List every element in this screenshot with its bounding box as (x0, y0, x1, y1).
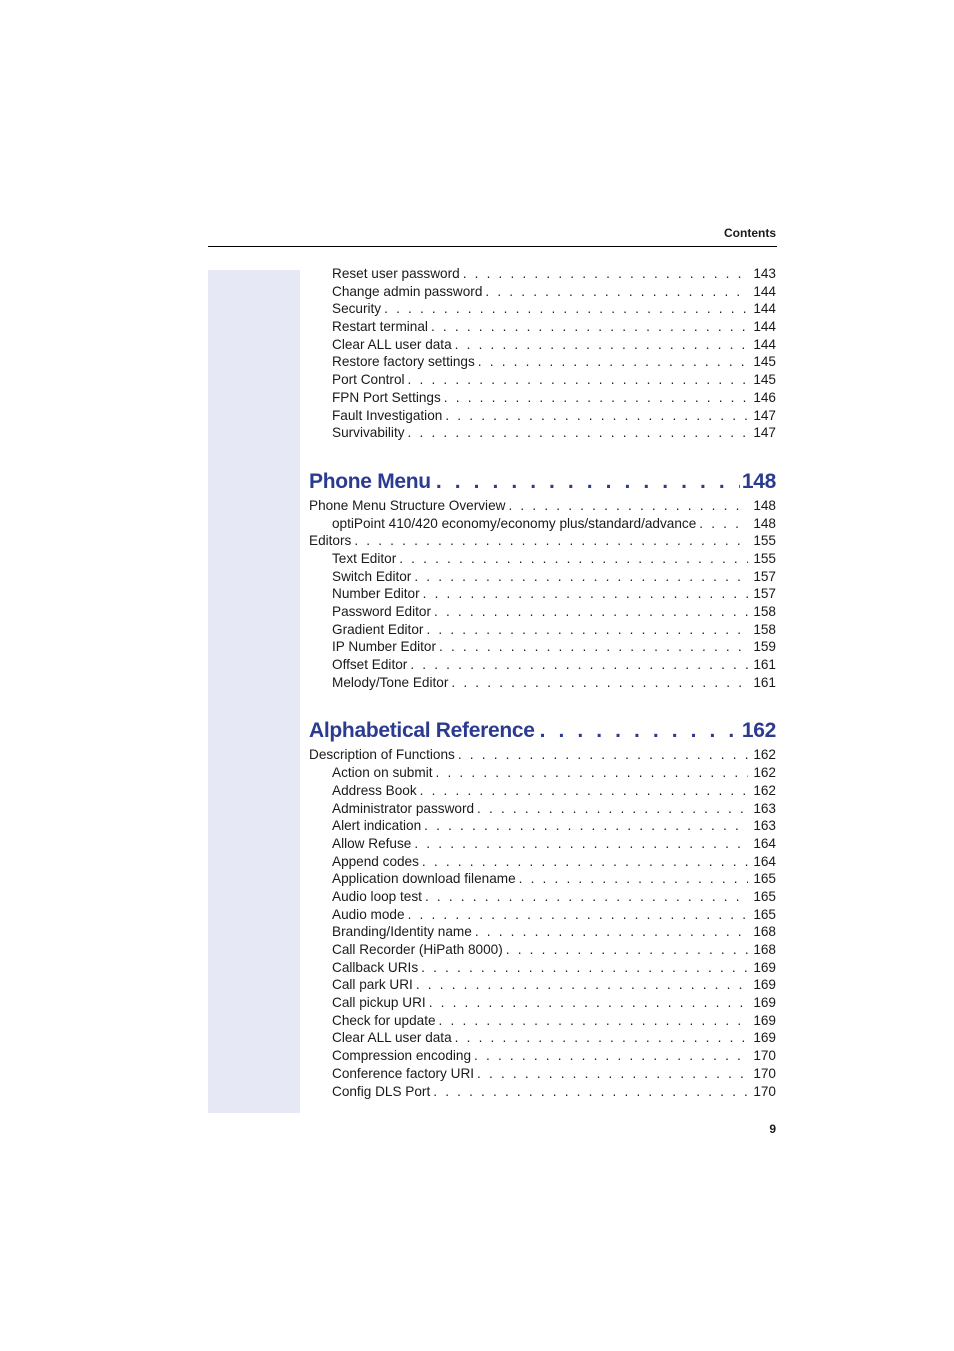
toc-entry-title: Fault Investigation (332, 407, 443, 423)
dot-leader (699, 515, 748, 533)
toc-entry[interactable] (309, 638, 776, 656)
toc-entry-page: 146 (753, 389, 776, 405)
dot-leader (474, 1047, 748, 1065)
section-title: Alphabetical Reference (309, 719, 535, 743)
toc-entry-title: Melody/Tone Editor (332, 674, 449, 690)
toc-entry[interactable] (309, 853, 776, 871)
toc-entry-title: Action on submit (332, 765, 433, 781)
toc-entry-page: 148 (753, 515, 776, 531)
dot-leader (425, 888, 748, 906)
toc-entry-page: 169 (753, 977, 776, 993)
running-header: Contents (724, 226, 776, 240)
toc-entry[interactable] (309, 497, 776, 515)
dot-leader (485, 283, 748, 301)
dot-leader (414, 835, 748, 853)
toc-entry[interactable] (309, 283, 776, 301)
toc-entry[interactable] (309, 959, 776, 977)
toc-entry[interactable] (309, 515, 776, 533)
table-of-contents (309, 265, 776, 1100)
toc-entry-title: Change admin password (332, 283, 483, 299)
section-page: 148 (741, 469, 776, 493)
toc-entry-title: Application download filename (332, 871, 516, 887)
toc-entry-title: Gradient Editor (332, 621, 424, 637)
toc-entry-page: 145 (753, 372, 776, 388)
dot-leader (463, 265, 748, 283)
dot-leader (431, 318, 748, 336)
toc-entry-page: 144 (753, 319, 776, 335)
dot-leader (408, 906, 748, 924)
section-page: 162 (741, 719, 776, 743)
toc-entry[interactable] (309, 336, 776, 354)
toc-entry[interactable] (309, 1083, 776, 1101)
toc-entry-title: Address Book (332, 782, 417, 798)
dot-leader (477, 800, 748, 818)
toc-entry[interactable] (309, 265, 776, 283)
dot-leader (540, 718, 740, 744)
toc-entry-title: Number Editor (332, 586, 420, 602)
toc-entry-title: Clear ALL user data (332, 336, 452, 352)
dot-leader (429, 994, 748, 1012)
toc-entry-title: Call Recorder (HiPath 8000) (332, 942, 503, 957)
toc-entry[interactable] (309, 585, 776, 603)
dot-leader (424, 817, 748, 835)
toc-entry-page: 168 (753, 924, 776, 940)
toc-entry[interactable] (309, 1065, 776, 1083)
toc-entry[interactable] (309, 835, 776, 853)
toc-entry-page: 170 (753, 1048, 776, 1064)
dot-leader (408, 371, 748, 389)
toc-entry-page: 159 (753, 639, 776, 655)
toc-entry-title: Check for update (332, 1012, 436, 1028)
toc-entry-title: Audio loop test (332, 888, 422, 904)
toc-entry[interactable] (309, 550, 776, 568)
toc-entry[interactable] (309, 621, 776, 639)
toc-entry-page: 147 (753, 425, 776, 441)
toc-entry-title: Reset user password (332, 266, 460, 281)
toc-entry-page: 145 (753, 354, 776, 370)
toc-entry-title: Security (332, 301, 382, 317)
toc-entry-title: Call pickup URI (332, 995, 426, 1011)
dot-leader (422, 853, 748, 871)
toc-entry-page: 169 (753, 959, 776, 975)
toc-entry-page: 164 (753, 835, 776, 851)
toc-entry-page: 161 (753, 657, 776, 673)
dot-leader (477, 1065, 748, 1083)
toc-entry[interactable] (309, 674, 776, 692)
dot-leader (433, 1083, 748, 1101)
dot-leader (478, 353, 748, 371)
section-heading[interactable] (309, 718, 776, 744)
dot-leader (408, 424, 748, 442)
toc-entry-page: 161 (753, 674, 776, 690)
dot-leader (506, 941, 748, 959)
toc-entry-title: Audio mode (332, 906, 405, 922)
toc-entry-page: 165 (753, 871, 776, 887)
toc-entry-title: FPN Port Settings (332, 389, 441, 405)
toc-entry[interactable] (309, 782, 776, 800)
toc-entry-page: 157 (753, 568, 776, 584)
toc-entry-page: 162 (753, 747, 776, 763)
toc-entry[interactable] (309, 817, 776, 835)
dot-leader (458, 746, 748, 764)
toc-entry[interactable] (309, 994, 776, 1012)
dot-leader (444, 389, 748, 407)
dot-leader (416, 976, 748, 994)
toc-entry-page: 155 (753, 550, 776, 566)
toc-entry[interactable] (309, 1047, 776, 1065)
dot-leader (439, 638, 748, 656)
toc-entry-page: 169 (753, 995, 776, 1011)
toc-entry-page: 158 (753, 604, 776, 619)
toc-entry[interactable] (309, 764, 776, 782)
toc-entry-page: 163 (753, 800, 776, 816)
toc-entry-title: Callback URIs (332, 959, 419, 975)
page-number: 9 (769, 1122, 776, 1136)
toc-entry-page: 144 (753, 301, 776, 317)
toc-entry-title: Restart terminal (332, 319, 428, 335)
toc-entry-title: Text Editor (332, 550, 397, 566)
section-title: Phone Menu (309, 469, 431, 493)
toc-entry-page: 165 (753, 906, 776, 922)
toc-entry[interactable] (309, 870, 776, 888)
toc-entry[interactable] (309, 407, 776, 425)
toc-entry[interactable] (309, 318, 776, 336)
side-band (208, 270, 300, 1113)
toc-entry-page: 147 (753, 407, 776, 423)
toc-entry-title: Survivability (332, 425, 405, 441)
toc-entry[interactable] (309, 389, 776, 407)
toc-entry-title: Clear ALL user data (332, 1030, 452, 1046)
toc-entry[interactable] (309, 1012, 776, 1030)
toc-entry-title: Password Editor (332, 604, 431, 619)
dot-leader (399, 550, 748, 568)
toc-entry-page: 169 (753, 1030, 776, 1046)
dot-leader (354, 532, 748, 550)
toc-entry-page: 164 (753, 853, 776, 869)
toc-entry-page: 144 (753, 283, 776, 299)
section-heading[interactable] (309, 469, 776, 495)
toc-entry[interactable] (309, 800, 776, 818)
dot-leader (445, 407, 748, 425)
toc-entry[interactable] (309, 532, 776, 550)
toc-entry-title: Append codes (332, 853, 419, 869)
toc-entry-title: Restore factory settings (332, 354, 475, 370)
toc-entry-page: 155 (753, 533, 776, 549)
header-rule (208, 246, 777, 247)
toc-entry[interactable] (309, 1029, 776, 1047)
dot-leader (436, 764, 749, 782)
toc-entry-title: Offset Editor (332, 657, 408, 673)
toc-entry[interactable] (309, 746, 776, 764)
toc-entry[interactable] (309, 656, 776, 674)
dot-leader (384, 300, 748, 318)
toc-entry-page: 170 (753, 1065, 776, 1081)
toc-entry-title: optiPoint 410/420 economy/economy plus/standard/advance (332, 515, 697, 531)
toc-entry[interactable] (309, 568, 776, 586)
dot-leader (420, 782, 748, 800)
toc-entry-page: 144 (753, 336, 776, 352)
dot-leader (414, 568, 748, 586)
toc-entry-title: Call park URI (332, 977, 413, 993)
dot-leader (451, 674, 748, 692)
toc-entry-title: Description of Functions (309, 747, 455, 763)
toc-entry-title: Switch Editor (332, 568, 412, 584)
toc-entry[interactable] (309, 941, 776, 959)
toc-entry-title: Editors (309, 533, 352, 549)
toc-entry[interactable] (309, 603, 776, 621)
toc-entry[interactable] (309, 300, 776, 318)
toc-entry-page: 163 (753, 818, 776, 834)
toc-entry-title: Administrator password (332, 800, 475, 816)
toc-entry-page: 170 (753, 1083, 776, 1099)
toc-entry[interactable] (309, 371, 776, 389)
dot-leader (426, 621, 748, 639)
toc-entry-title: Phone Menu Structure Overview (309, 497, 506, 513)
toc-entry[interactable] (309, 923, 776, 941)
dot-leader (455, 1029, 748, 1047)
dot-leader (519, 870, 748, 888)
toc-entry[interactable] (309, 976, 776, 994)
toc-entry-page: 143 (753, 266, 776, 281)
toc-entry-title: Branding/Identity name (332, 924, 472, 940)
toc-entry-title: Config DLS Port (332, 1083, 431, 1099)
toc-entry-page: 162 (753, 782, 776, 798)
dot-leader (434, 603, 748, 621)
toc-entry[interactable] (309, 888, 776, 906)
toc-entry-title: IP Number Editor (332, 639, 437, 655)
toc-entry[interactable] (309, 424, 776, 442)
toc-entry-page: 158 (753, 621, 776, 637)
dot-leader (410, 656, 748, 674)
toc-entry[interactable] (309, 353, 776, 371)
toc-entry-page: 165 (753, 888, 776, 904)
toc-entry-page: 162 (753, 765, 776, 781)
toc-entry-page: 169 (753, 1012, 776, 1028)
toc-entry-title: Alert indication (332, 818, 422, 834)
toc-entry-title: Conference factory URI (332, 1065, 475, 1081)
toc-entry-page: 157 (753, 586, 776, 602)
dot-leader (455, 336, 748, 354)
dot-leader (423, 585, 748, 603)
dot-leader (421, 959, 748, 977)
toc-entry-page: 148 (753, 497, 776, 513)
toc-entry-title: Compression encoding (332, 1048, 472, 1064)
toc-entry[interactable] (309, 906, 776, 924)
dot-leader (439, 1012, 748, 1030)
toc-entry-title: Port Control (332, 372, 405, 388)
dot-leader (508, 497, 748, 515)
toc-entry-page: 168 (753, 942, 776, 957)
toc-entry-title: Allow Refuse (332, 835, 412, 851)
dot-leader (436, 469, 740, 495)
dot-leader (475, 923, 748, 941)
